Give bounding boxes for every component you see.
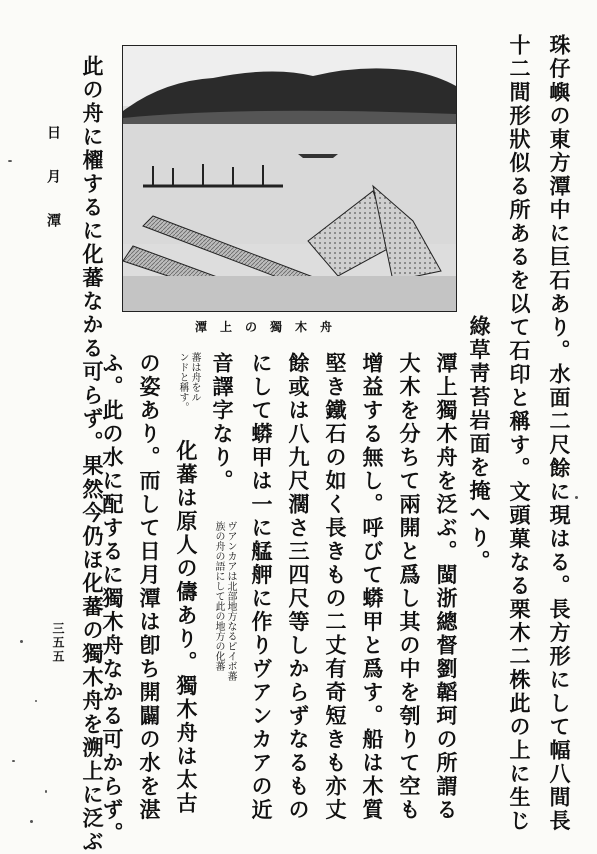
text-column-2: 十二間形狀似る所あるを以て石印と稱す。文頭菓なる栗木二株此の上に生じ [507, 34, 532, 833]
text-column-6: 增益する無し。呼びて蟒甲と爲す。船は木質 [360, 352, 385, 822]
text-column-3: 綠草靑苔岩面を掩へり。 [467, 315, 492, 574]
column-11-text: 化蕃は原人の儔あり。獨木舟は太古 [174, 439, 199, 816]
text-column-8: 餘或は八九尺濶さ三四尺等しからずなるもの [286, 352, 311, 822]
scan-speck [45, 790, 47, 793]
text-column-5: 大木を分ちて兩開と爲し其の中を刳りて空も [397, 352, 422, 822]
scan-speck [35, 700, 37, 702]
note-2-line-2: ンドと稱す。 [177, 352, 188, 412]
scan-speck [12, 760, 15, 762]
note-2 [176, 352, 200, 412]
text-column-4: 潭上獨木舟を泛ぶ。閩浙總督劉韜珂の所謂る [434, 352, 459, 822]
lake-photo [122, 45, 457, 312]
note-1-line-1: ヴアンカアは北部地方なるピイボ蕃 [225, 520, 236, 681]
note-1 [212, 521, 236, 681]
page-number: 三五五 [51, 622, 65, 664]
text-column-13: ふ。此の水に配するに獨木舟なかる可からず。 [100, 352, 125, 846]
text-column-11 [172, 352, 200, 816]
text-column-10 [208, 352, 236, 681]
note-1-line-2: 族の舟の語にして此の地方の化蕃 [213, 520, 224, 671]
scan-speck [575, 496, 578, 499]
photo-caption: 潭上の獨木舟 [195, 320, 346, 334]
text-column-14: 此の舟に櫂するに化蕃なかる可らず。果然今仍ほ化蕃の獨木舟を溯上に泛ぶ [80, 55, 105, 854]
scan-speck [20, 640, 23, 643]
text-column-9: にして蟒甲は一に艋舺に作りヴアンカアの近 [249, 352, 274, 822]
text-column-7: 堅き鐵石の如く長きもの二丈有奇短きも亦丈 [323, 352, 348, 822]
note-2-line-1: 蕃は舟をル [189, 352, 200, 402]
text-column-1: 珠仔嶼の東方潭中に巨石あり。水面二尺餘に現はる。長方形にして幅八間長 [547, 34, 572, 833]
scan-speck [30, 820, 33, 823]
column-10-text: 音譯字なり。 [210, 352, 235, 493]
running-title: 日月潭 [45, 125, 61, 257]
scan-speck [8, 160, 12, 162]
text-column-12: の姿あり。而して日月潭は卽ち開闢の水を湛 [137, 352, 162, 822]
